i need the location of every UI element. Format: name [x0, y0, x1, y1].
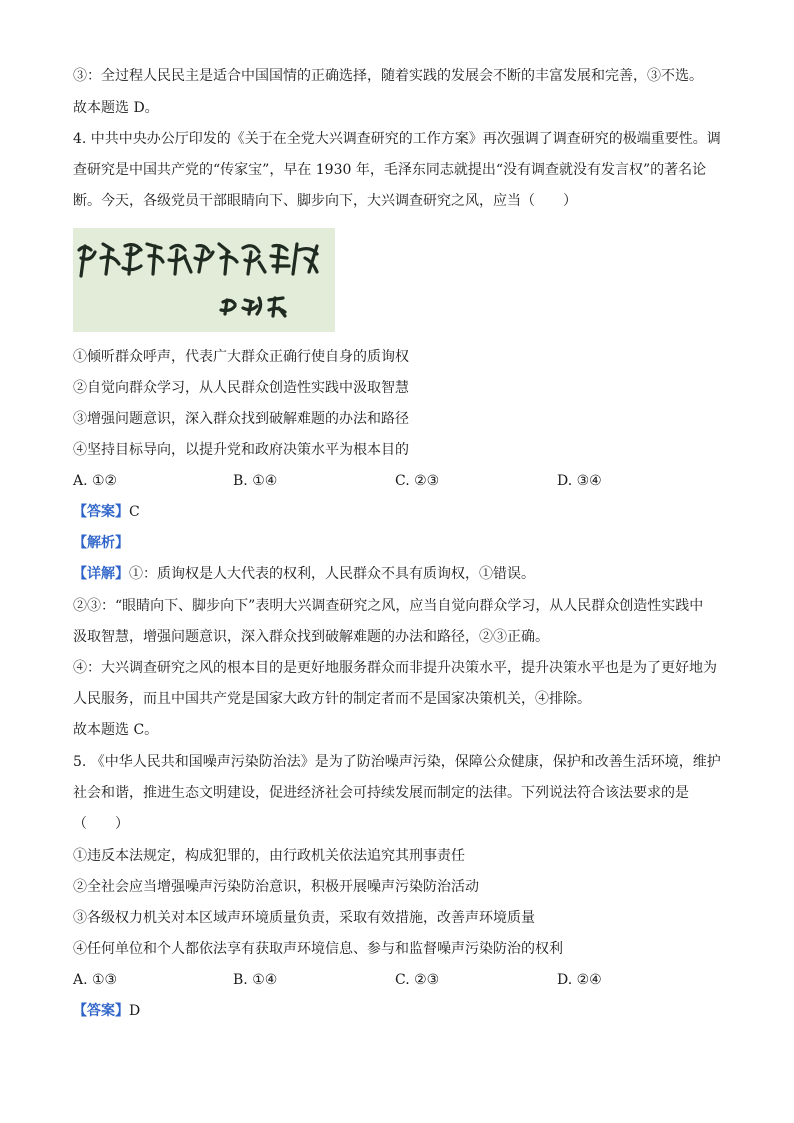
q5-option-d[interactable]: D. ②④ — [557, 972, 602, 988]
q5-options — [73, 970, 723, 990]
q5-option-b[interactable]: B. ①④ — [233, 972, 278, 988]
q4-options — [73, 471, 723, 491]
answer-tag: 【答案】 — [73, 1003, 129, 1019]
q4-statement-2: ②自觉向群众学习，从人民群众创造性实践中汲取智慧 — [73, 380, 409, 396]
q4-conclusion: 故本题选 C。 — [73, 722, 159, 738]
q4-statement-3: ③增强问题意识，深入群众找到破解难题的办法和路径 — [73, 411, 409, 427]
q5-statement-4: ④任何单位和个人都依法享有获取声环境信息、参与和监督噪声污染防治的权利 — [73, 941, 563, 957]
detail-text: ①：质询权是人大代表的权利，人民群众不具有质询权，①错误。 — [129, 566, 535, 582]
q5-statement-2: ②全社会应当增强噪声污染防治意识，积极开展噪声污染防治活动 — [73, 879, 479, 895]
q4-detail-line-4: ④：大兴调查研究之风的根本目的是更好地服务群众而非提升决策水平，提升决策水平也是为了更好地为 — [73, 660, 717, 676]
prev-answer-line: ③：全过程人民民主是适合中国国情的正确选择，随着实践的发展会不断的丰富发展和完善，③不选。 — [73, 68, 703, 84]
q4-statement-1: ①倾听群众呼声，代表广大群众正确行使自身的质询权 — [73, 349, 409, 365]
q4-stem-line-2: 查研究是中国共产党的“传家宝”，早在 1930 年，毛泽东同志就提出“没有调查就没有发言权”的著名论 — [73, 162, 707, 178]
q4-answer — [73, 502, 723, 522]
q4-detail-line-2: ②③：“眼睛向下、脚步向下”表明大兴调查研究之风，应当自觉向群众学习，从人民群众创造性实践中 — [73, 598, 704, 614]
q4-detail-line-1 — [73, 564, 723, 584]
answer-value: D — [129, 1003, 141, 1019]
q5-stem-line-1: 5. 《中华人民共和国噪声污染防治法》是为了防治噪声污染，保障公众健康，保护和改善生活环境，维护 — [73, 754, 721, 770]
q4-option-d[interactable]: D. ③④ — [557, 473, 602, 489]
q4-stem-line-3: 断。今天，各级党员干部眼睛向下、脚步向下，大兴调查研究之风，应当（ ） — [73, 193, 577, 209]
q4-stem-line-1: 4. 中共中央办公厅印发的《关于在全党大兴调查研究的工作方案》再次强调了调查研究的极端重要性。调 — [73, 131, 721, 147]
q4-detail-line-3: 汲取智慧，增强问题意识，深入群众找到破解难题的办法和路径，②③正确。 — [73, 629, 549, 645]
prev-answer-conclusion: 故本题选 D。 — [73, 100, 159, 116]
q4-option-c[interactable]: C. ②③ — [395, 473, 440, 489]
q4-option-b[interactable]: B. ①④ — [233, 473, 278, 489]
analysis-tag: 【解析】 — [73, 535, 129, 551]
q5-option-a[interactable]: A. ①③ — [73, 972, 118, 988]
q5-statement-1: ①违反本法规定，构成犯罪的，由行政机关依法追究其刑事责任 — [73, 848, 465, 864]
q5-option-c[interactable]: C. ②③ — [395, 972, 440, 988]
q5-answer — [73, 1001, 723, 1021]
q5-statement-3: ③各级权力机关对本区域声环境质量负责，采取有效措施，改善声环境质量 — [73, 910, 535, 926]
calligraphy-image — [73, 228, 335, 332]
q5-stem-line-3: （ ） — [73, 816, 129, 832]
q4-statement-4: ④坚持目标导向，以提升党和政府决策水平为根本目的 — [73, 442, 409, 458]
detail-tag: 【详解】 — [73, 566, 129, 582]
q5-stem-line-2: 社会和谐，推进生态文明建设，促进经济社会可持续发展而制定的法律。下列说法符合该法要求的是 — [73, 785, 689, 801]
answer-value: C — [129, 504, 140, 520]
q4-detail-line-5: 人民服务，而且中国共产党是国家大政方针的制定者而不是国家决策机关，④排除。 — [73, 691, 591, 707]
q4-analysis — [73, 533, 723, 553]
answer-tag: 【答案】 — [73, 504, 129, 520]
q4-option-a[interactable]: A. ①② — [73, 473, 118, 489]
